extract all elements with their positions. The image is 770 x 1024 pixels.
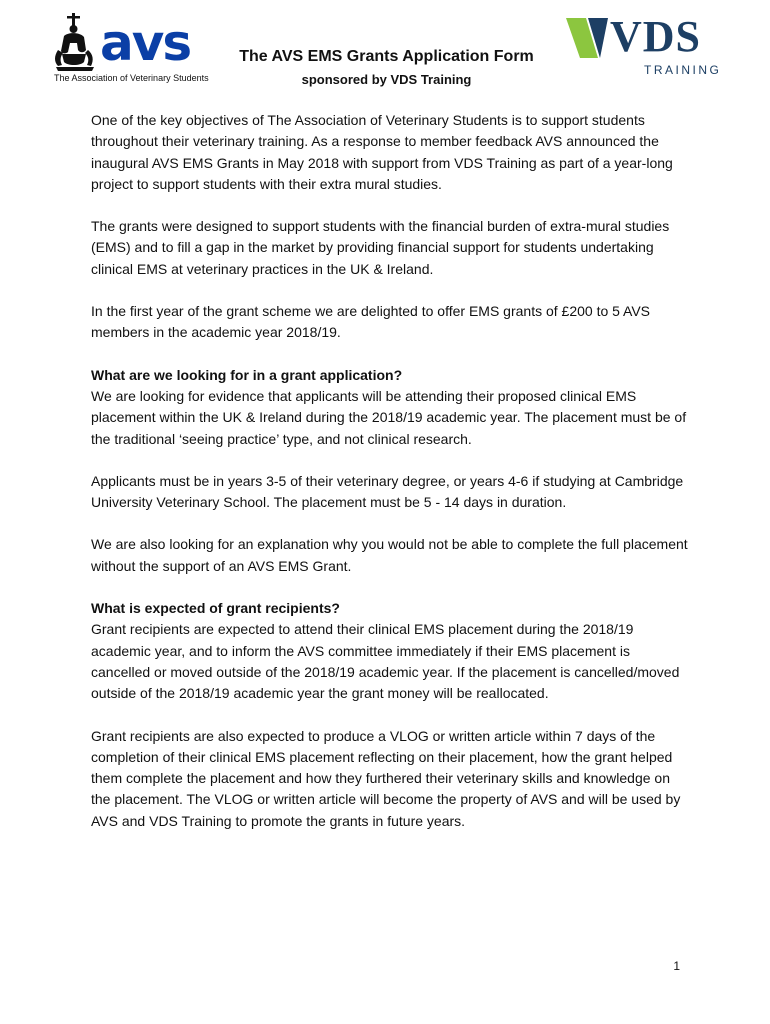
page-number: 1 bbox=[673, 959, 680, 973]
section-looking-for-first bbox=[91, 365, 691, 450]
vds-logo bbox=[566, 14, 726, 80]
avs-logo bbox=[50, 10, 210, 86]
expected-paragraph-1: Grant recipients are expected to attend their clinical EMS placement during the 2018/19 academic year, and to inform the AVS committee immediately if their EMS placement is cancelled or moved outside of the 2018/19 academic year. If the placement is cancelled/moved outside of the 2018/19 academic year the grant money will be reallocated. bbox=[91, 621, 680, 702]
document-body bbox=[91, 110, 691, 853]
looking-for-paragraph-3: We are also looking for an explanation why you would not be able to complete the full placement without the support of an AVS EMS Grant. bbox=[91, 536, 688, 574]
section-expected-first bbox=[91, 598, 691, 704]
section-heading-looking-for: What are we looking for in a grant application? bbox=[91, 366, 403, 383]
avs-crest-icon bbox=[50, 10, 100, 74]
intro-paragraph-3: In the first year of the grant scheme we are delighted to offer EMS grants of £200 to 5 AVS members in the academic year 2018/19. bbox=[91, 303, 651, 341]
avs-wordmark: avs bbox=[100, 14, 191, 72]
document-title: The AVS EMS Grants Application Form bbox=[239, 48, 534, 65]
vds-wordmark: VDS bbox=[610, 12, 702, 61]
looking-for-paragraph-1: We are looking for evidence that applicants will be attending their proposed clinical EMS placement within the UK & Ireland during the 2018/19 academic year. The placement must be of the traditional ‘seeing practice’ type, and not clinical research. bbox=[91, 387, 687, 447]
expected-paragraph-2: Grant recipients are also expected to produce a VLOG or written article within 7 days of the completion of their clinical EMS placement reflecting on their placement, how the grant helped them complete the placement and how they furthered their veterinary skills and knowledge on the placement. The VLOG or written article will become the property of AVS and will be used by AVS and VDS Training to promote the grants in future years. bbox=[91, 727, 681, 829]
avs-tagline: The Association of Veterinary Students bbox=[54, 73, 209, 83]
intro-paragraph-1: One of the key objectives of The Association of Veterinary Students is to support students throughout their veterinary training. As a response to member feedback AVS announced the inaugural AVS EMS Grants in May 2018 with support from VDS Training as part of a year-long project to support students with their extra mural studies. bbox=[91, 112, 673, 192]
section-heading-expected: What is expected of grant recipients? bbox=[91, 600, 340, 617]
vds-tagline: TRAINING bbox=[644, 63, 722, 77]
looking-for-paragraph-2: Applicants must be in years 3-5 of their veterinary degree, or years 4-6 if studying at Cambridge University Veterinary School. The placement must be 5 - 14 days in duration. bbox=[91, 472, 684, 511]
document-subtitle: sponsored by VDS Training bbox=[301, 72, 472, 87]
intro-paragraph-2: The grants were designed to support students with the financial burden of extra-mural studies (EMS) and to fill a gap in the market by providing financial support for students undertaking clinical EMS at veterinary practices in the UK & Ireland. bbox=[91, 218, 670, 277]
vds-chevron-icon bbox=[566, 18, 608, 58]
